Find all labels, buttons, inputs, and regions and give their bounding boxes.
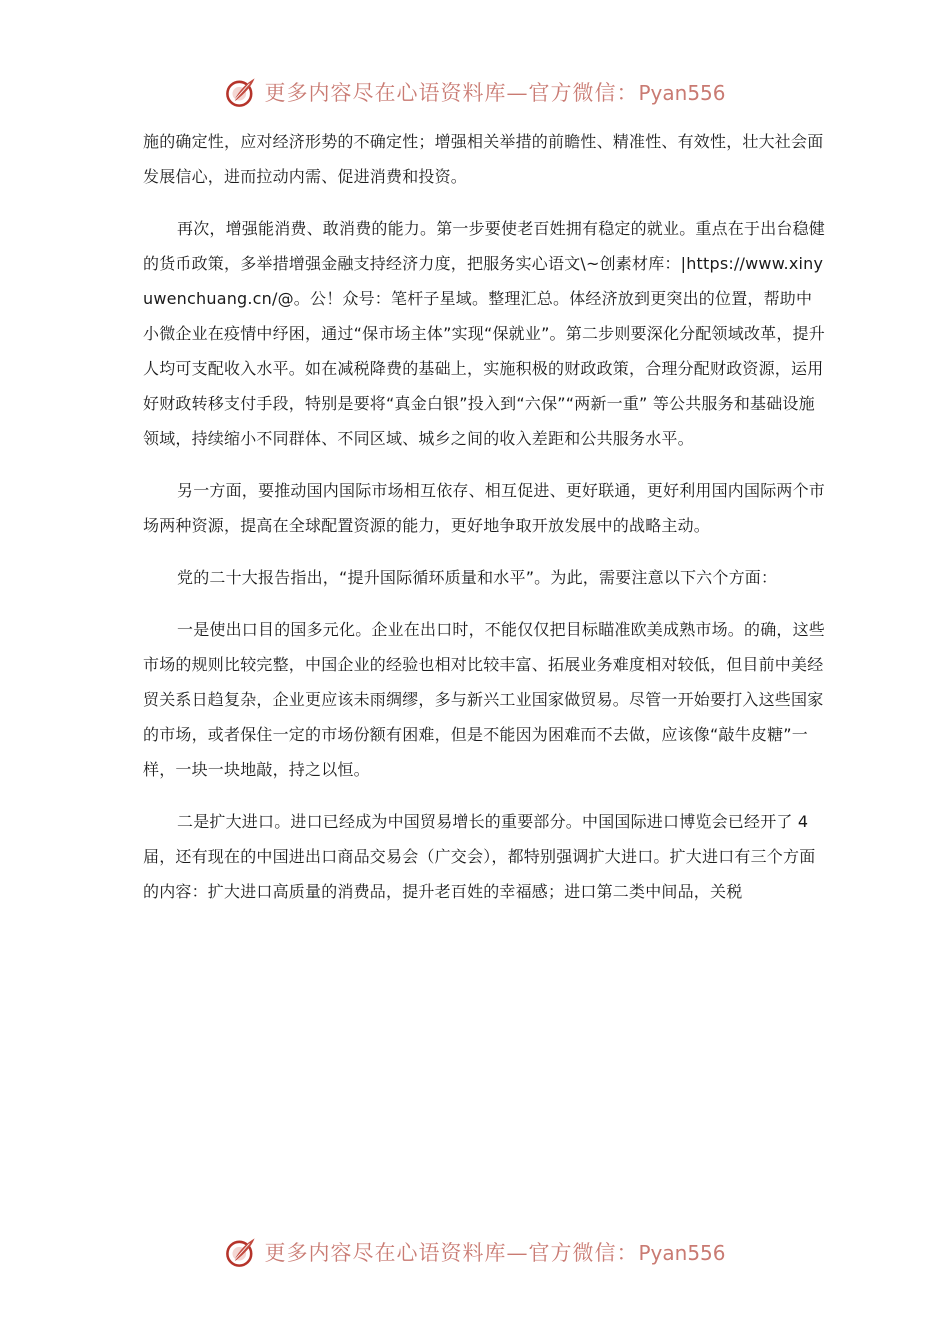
paragraph-5: 一是使出口目的国多元化。企业在出口时，不能仅仅把目标瞄准欧美成熟市场。的确，这些市场的规则比较完整，中国企业的经验也相对比较丰富、拓展业务难度相对较低，但目前中美经贸关系日趋复杂，企业更应该未雨绸缪，多与新兴工业国家做贸易。尽管一开始要打入这些国家的市场，或者保住一定的市场份额有困难，但是不能因为困难而不去做，应该像“敲牛皮糖”一样，一块一块地敲，持之以恒。 [143, 620, 826, 779]
footer-banner-label: 更多内容尽在心语资料库—官方微信： [264, 1241, 639, 1265]
header-banner [0, 72, 950, 112]
header-banner-label: 更多内容尽在心语资料库—官方微信： [264, 81, 639, 105]
footer-wechat-id: Pyan556 [638, 1241, 726, 1265]
footer-banner [0, 1232, 950, 1272]
paragraph-6: 二是扩大进口。进口已经成为中国贸易增长的重要部分。中国国际进口博览会已经开了 4届，还有现在的中国进出口商品交易会（广交会），都特别强调扩大进口。扩大进口有三个方面的内容：扩大进口高质量的消费品，提升老百姓的幸福感；进口第二类中间品，关税 [143, 812, 816, 901]
feather-pen-logo-icon [224, 75, 258, 109]
footer-banner-text [264, 1237, 725, 1267]
paragraph-4: 党的二十大报告指出，“提升国际循环质量和水平”。为此，需要注意以下六个方面： [177, 568, 778, 587]
header-wechat-id: Pyan556 [638, 81, 726, 105]
header-banner-text [264, 77, 725, 107]
document-body [143, 124, 825, 926]
paragraph-2: 再次，增强能消费、敢消费的能力。第一步要使老百姓拥有稳定的就业。重点在于出台稳健的货币政策，多举措增强金融支持经济力度，把服务实心语文\~创素材库：|https://www.xinyuwenchuang.cn/@。公！众号：笔杆子星域。整理汇总。体经济放到更突出的位置，帮助中小微企业在疫情中纾困，通过“保市场主体”实现“保就业”。第二步则要深化分配领域改革，提升人均可支配收入水平。如在减税降费的基础上，实施积极的财政政策，合理分配财政资源，运用好财政转移支付手段，特别是要将“真金白银”投入到“六保”“两新一重” 等公共服务和基础设施领域，持续缩小不同群体、不同区域、城乡之间的收入差距和公共服务水平。 [143, 219, 826, 448]
paragraph-3: 另一方面，要推动国内国际市场相互依存、相互促进、更好联通，更好利用国内国际两个市场两种资源，提高在全球配置资源的能力，更好地争取开放发展中的战略主动。 [143, 481, 826, 535]
feather-pen-logo-icon [224, 1235, 258, 1269]
paragraph-1: 施的确定性，应对经济形势的不确定性；增强相关举措的前瞻性、精准性、有效性，壮大社会面发展信心，进而拉动内需、促进消费和投资。 [143, 132, 824, 186]
